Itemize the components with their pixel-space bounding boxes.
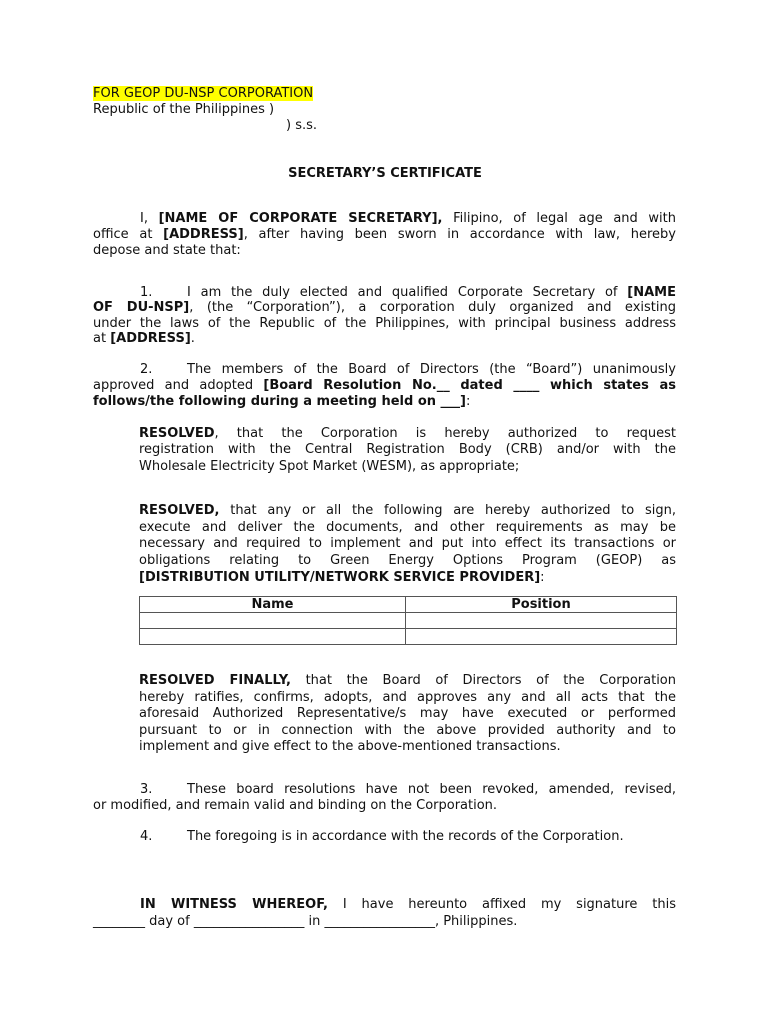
resolution3-line-2: hereby ratifies, confirms, adopts, and approves any and all acts that the	[139, 690, 676, 705]
para1-line-2	[93, 300, 676, 316]
board-resolution-placeholder: follows/the following during a meeting held on ___]	[93, 394, 466, 409]
resolution2-line-1	[139, 503, 676, 519]
table-header-row	[140, 597, 677, 613]
corporation-header	[93, 86, 676, 102]
para1-text: at	[93, 331, 111, 346]
highlighted-corporation-name: FOR GEOP DU-NSP CORPORATION	[93, 86, 314, 101]
para4-line-1	[93, 829, 676, 845]
para2-text: The members of the Board of Directors (the “Board”) unanimously	[187, 362, 676, 377]
resolution2-line-3: necessary and required to implement and put into effect its transactions or	[139, 536, 676, 551]
intro-text: Filipino, of legal age and with	[442, 211, 676, 226]
resolution1-line-2: registration with the Central Registration Body (CRB) and/or with the	[139, 442, 676, 457]
du-nsp-name-placeholder: OF DU-NSP]	[93, 300, 190, 315]
name-column-header: Name	[140, 597, 406, 613]
para4-number: 4.	[140, 829, 153, 844]
resolution2-line-5	[139, 570, 676, 586]
para2-number: 2.	[140, 362, 153, 377]
resolution1-line-3: Wholesale Electricity Spot Market (WESM), as appropriate;	[139, 459, 520, 474]
para4-text: The foregoing is in accordance with the records of the Corporation.	[187, 829, 624, 844]
du-nsp-name-placeholder: [NAME	[627, 285, 676, 300]
para2-text: :	[465, 394, 471, 409]
resolved-keyword: RESOLVED	[139, 426, 215, 441]
address-placeholder: [ADDRESS]	[163, 227, 244, 242]
para1-line-1	[93, 285, 676, 301]
resolution1-text: , that the Corporation is hereby authorized to request	[214, 426, 676, 441]
para2-line-3	[93, 394, 676, 410]
intro-line-1	[93, 211, 676, 227]
witness-line-1	[93, 897, 676, 913]
resolved-keyword: RESOLVED,	[139, 503, 220, 518]
para2-line-2	[93, 378, 676, 394]
para1-line-4	[93, 331, 676, 347]
du-nsp-placeholder: [DISTRIBUTION UTILITY/NETWORK SERVICE PROVIDER]	[139, 570, 541, 585]
table-row	[140, 613, 677, 629]
ss-line: ) s.s.	[286, 118, 318, 133]
intro-text: , after having been sworn in accordance with law, hereby	[243, 227, 676, 242]
para2-text: approved and adopted	[93, 378, 264, 393]
secretary-name-placeholder: [NAME OF CORPORATE SECRETARY],	[158, 211, 443, 226]
para3-line-1	[93, 782, 676, 798]
para1-text: , (the “Corporation”), a corporation duly organized and existing	[189, 300, 676, 315]
resolution2-line-2: execute and deliver the documents, and other requirements as may be	[139, 520, 676, 535]
intro-text: I,	[140, 211, 159, 226]
intro-text: office at	[93, 227, 164, 242]
venue-line: Republic of the Philippines )	[93, 102, 275, 117]
witness-line-2: ________ day of _________________ in _________________, Philippines.	[93, 914, 518, 929]
table-row	[140, 629, 677, 645]
para1-text: I am the duly elected and qualified Corporate Secretary of	[187, 285, 628, 300]
para1-number: 1.	[140, 285, 153, 300]
name-cell	[140, 629, 406, 645]
name-cell	[140, 613, 406, 629]
position-column-header: Position	[406, 597, 677, 613]
in-witness-whereof-keyword: IN WITNESS WHEREOF,	[140, 897, 328, 912]
resolution2-text: that any or all the following are hereby authorized to sign,	[219, 503, 676, 518]
para3-text: These board resolutions have not been revoked, amended, revised,	[187, 782, 676, 797]
resolution2-line-4: obligations relating to Green Energy Options Program (GEOP) as	[139, 553, 676, 568]
resolution1-line-1	[139, 426, 676, 442]
intro-line-3: depose and state that:	[93, 243, 241, 258]
para2-line-1	[93, 362, 676, 378]
para3-number: 3.	[140, 782, 153, 797]
para3-line-2: or modified, and remain valid and binding on the Corporation.	[93, 798, 498, 813]
authorized-representatives-table	[139, 596, 677, 645]
intro-line-2	[93, 227, 676, 243]
resolution3-line-3: aforesaid Authorized Representative/s may have executed or performed	[139, 706, 676, 721]
para1-text: .	[190, 331, 195, 346]
board-resolution-placeholder: [Board Resolution No.__ dated ____ which states as	[263, 378, 676, 393]
resolution3-line-4: pursuant to or in connection with the above provided authority and to	[139, 723, 676, 738]
document-title: SECRETARY’S CERTIFICATE	[288, 166, 482, 181]
witness-text: I have hereunto affixed my signature this	[327, 897, 676, 912]
position-cell	[406, 613, 677, 629]
address-placeholder: [ADDRESS]	[110, 331, 191, 346]
para1-line-3: under the laws of the Republic of the Philippines, with principal business address	[93, 316, 676, 331]
position-cell	[406, 629, 677, 645]
resolution2-text: :	[540, 570, 545, 585]
resolution3-line-5: implement and give effect to the above-mentioned transactions.	[139, 739, 561, 754]
resolution3-line-1	[139, 673, 676, 689]
resolution3-text: that the Board of Directors of the Corporation	[290, 673, 676, 688]
resolved-finally-keyword: RESOLVED FINALLY,	[139, 673, 291, 688]
